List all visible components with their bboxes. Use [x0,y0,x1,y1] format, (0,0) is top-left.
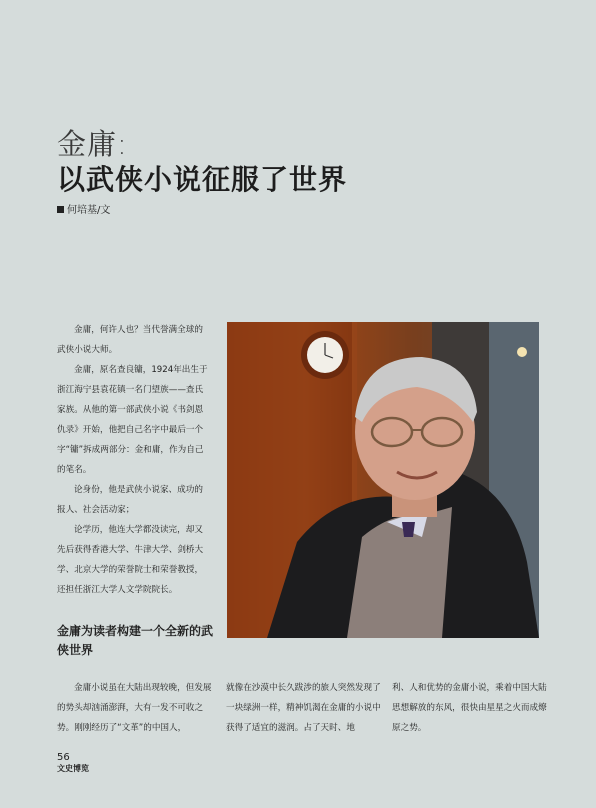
byline-text: 何培基/文 [67,205,111,216]
lead-paragraph: 金庸，何许人也？当代誉满全球的武侠小说大师。 [57,325,203,355]
body-column-1 [57,678,215,738]
lead-paragraph: 金庸，原名查良镛，1924年出生于浙江海宁县袁花镇一名门望族——查氏家族。从他的第一部武侠小说《书剑恩仇录》开始，他把自己名字中最后一个字“镛”拆成两部分：金和庸，作为自己的笔名。 [57,365,208,475]
lead-paragraph: 论学历，他连大学都没读完，却又先后获得香港大学、牛津大学、剑桥大学、北京大学的荣誉院士和荣誉教授，还担任浙江大学人文学院院长。 [57,525,204,595]
journal-name: 文史博览 [57,764,89,773]
lead-paragraph: 论身份，他是武侠小说家、成功的报人、社会活动家； [57,485,203,515]
body-paragraph: 利、人和优势的金庸小说，乘着中国大陆思想解放的东风，很快由星星之火而成燎原之势。 [392,683,547,733]
body-paragraph: 就像在沙漠中长久跋涉的旅人突然发现了一块绿洲一样，精神饥渴在金庸的小说中获得了适宜的滋润。占了天时、地 [226,683,381,733]
square-bullet-icon [57,206,64,213]
title-line-2: 以武侠小说征服了世界 [57,163,348,196]
portrait-illustration [227,322,539,638]
section-subheading: 金庸为读者构建一个全新的武侠世界 [57,624,214,657]
portrait-photo [227,322,539,638]
body-column-3 [392,678,550,738]
byline [57,204,110,218]
body-paragraph: 金庸小说虽在大陆出现较晚，但发展的势头却汹涌澎湃，大有一发不可收之势。刚刚经历了“文革”的中国人， [57,683,212,733]
page-number: 56 [57,752,70,763]
title-line-1: 金庸: [57,127,128,161]
body-column-2 [226,678,384,738]
lead-column [57,320,210,600]
